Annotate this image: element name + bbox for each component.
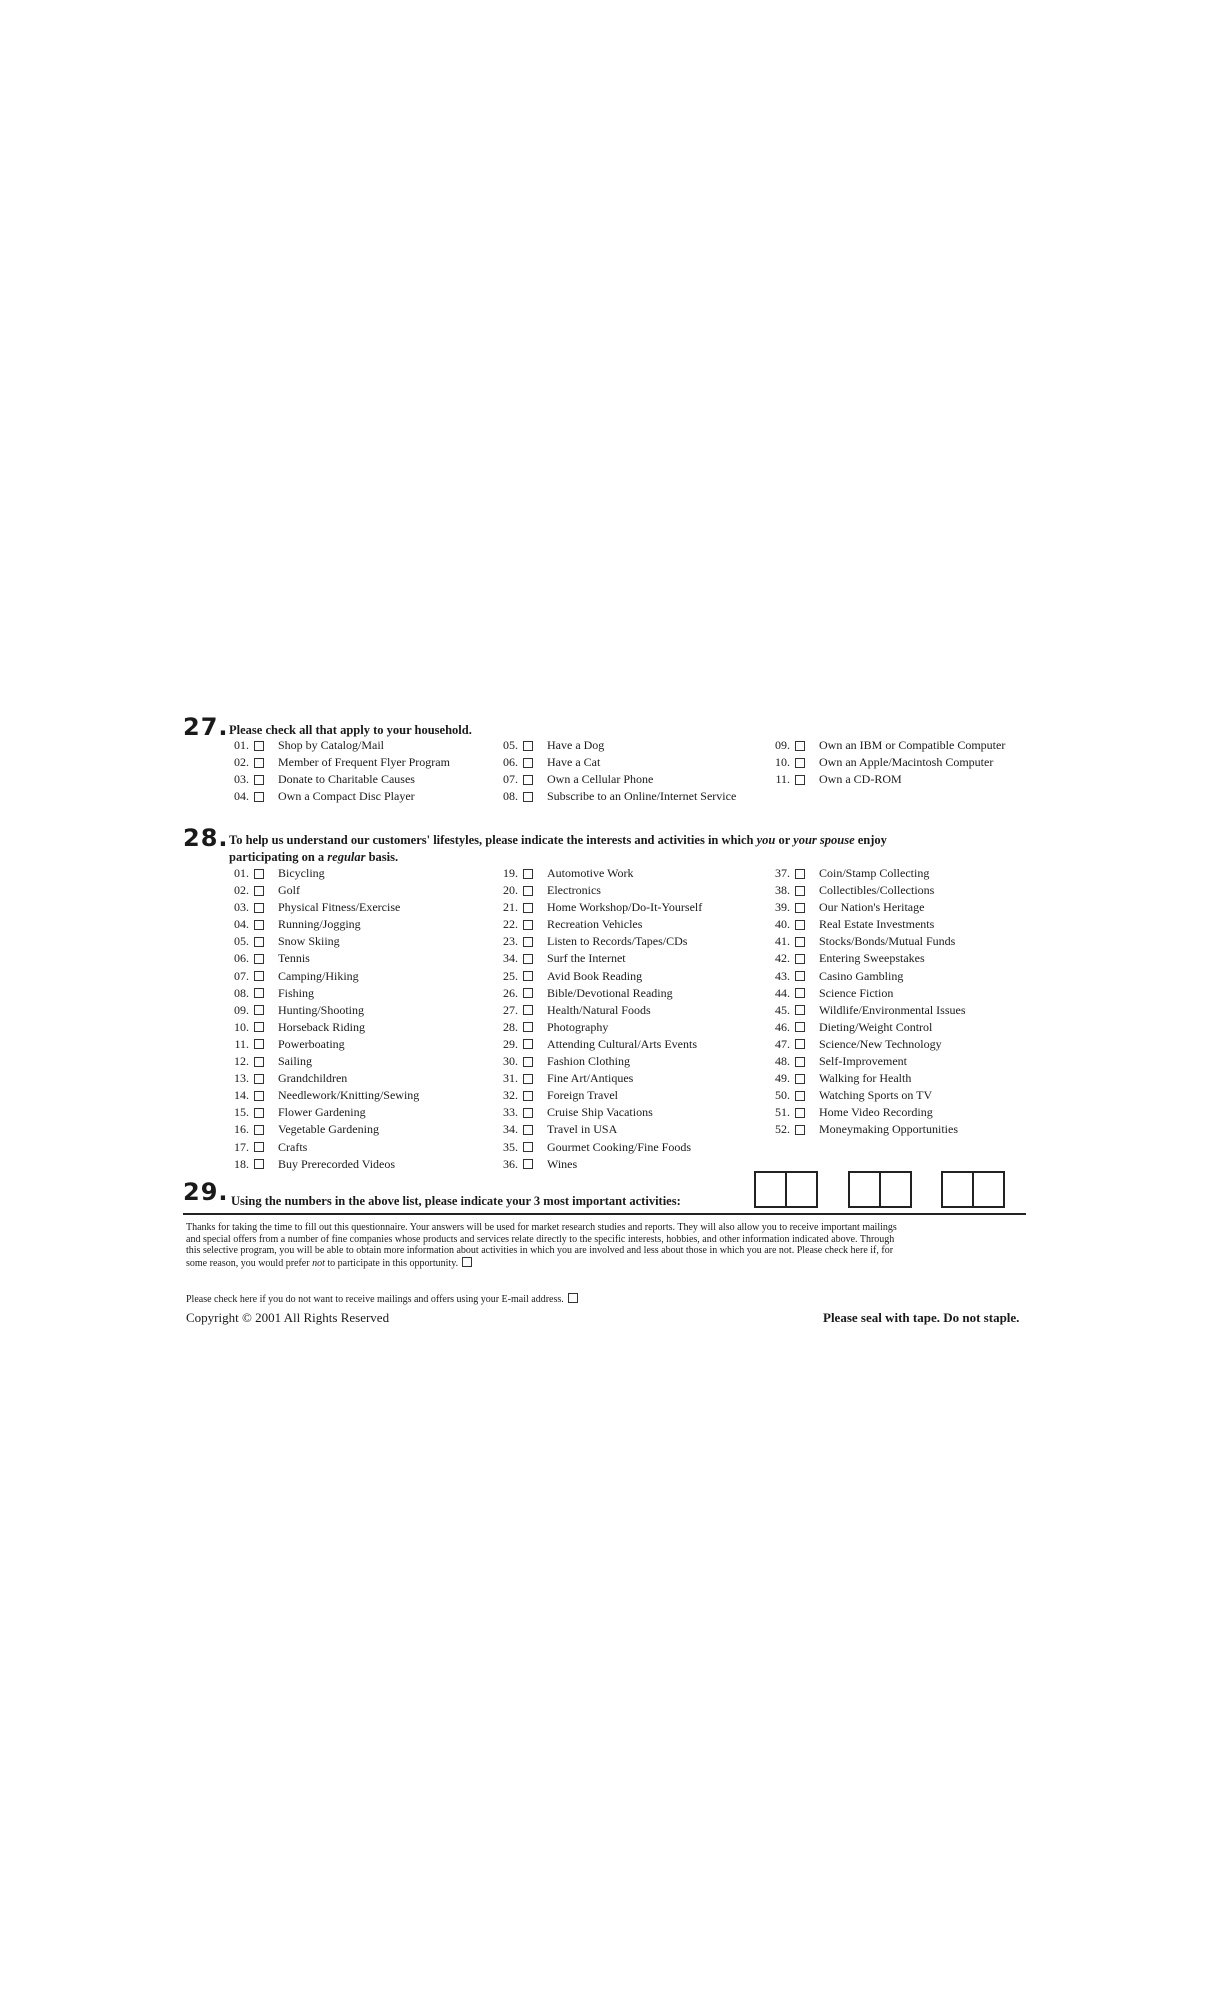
option-item: [494, 1104, 702, 1121]
option-item: [494, 1036, 702, 1053]
option-checkbox[interactable]: [523, 1091, 533, 1101]
option-number: 29.: [503, 1036, 518, 1051]
option-label: Coin/Stamp Collecting: [819, 866, 930, 880]
option-number: 40.: [775, 917, 790, 932]
option-number: 12.: [234, 1054, 249, 1069]
question-28-number: 28.: [183, 824, 229, 852]
option-checkbox[interactable]: [523, 954, 533, 964]
option-label: Needlework/Knitting/Sewing: [278, 1088, 420, 1103]
option-item: [225, 968, 419, 985]
option-item: [494, 950, 702, 967]
option-checkbox[interactable]: [523, 1005, 533, 1015]
option-number: 50.: [775, 1088, 790, 1103]
option-label: Tennis: [278, 951, 310, 966]
option-number: 52.: [775, 1122, 790, 1137]
option-item: [766, 1002, 965, 1019]
option-number: 20.: [503, 883, 518, 898]
option-label: Donate to Charitable Causes: [278, 772, 415, 787]
option-label: Have a Dog: [547, 738, 605, 752]
option-checkbox[interactable]: [254, 741, 264, 751]
option-item: [225, 1019, 419, 1036]
option-item: [494, 916, 702, 933]
option-number: 04.: [234, 789, 249, 804]
option-number: 35.: [503, 1139, 518, 1154]
option-number: 05.: [234, 934, 249, 949]
option-label: Entering Sweepstakes: [819, 951, 925, 966]
option-item: [494, 968, 702, 985]
option-number: 36.: [503, 1156, 518, 1171]
option-checkbox[interactable]: [254, 903, 264, 913]
option-label: Attending Cultural/Arts Events: [547, 1036, 697, 1051]
option-label: Science Fiction: [819, 985, 894, 1000]
option-number: 34.: [503, 1122, 518, 1137]
option-checkbox[interactable]: [523, 1057, 533, 1067]
option-number: 26.: [503, 985, 518, 1000]
option-label: Moneymaking Opportunities: [819, 1122, 958, 1137]
option-label: Foreign Travel: [547, 1088, 619, 1103]
option-number: 41.: [775, 934, 790, 949]
option-label: Walking for Health: [819, 1071, 912, 1086]
option-item: [766, 1036, 965, 1053]
option-label: Stocks/Bonds/Mutual Funds: [819, 934, 956, 949]
option-checkbox[interactable]: [795, 1074, 805, 1084]
option-number: 02.: [234, 883, 249, 898]
answer-box-3[interactable]: [941, 1171, 1005, 1208]
option-checkbox[interactable]: [254, 1005, 264, 1015]
option-label: Science/New Technology: [819, 1036, 942, 1051]
option-number: 32.: [503, 1088, 518, 1103]
option-label: Powerboating: [278, 1036, 345, 1051]
option-label: Wildlife/Environmental Issues: [819, 1002, 966, 1017]
option-item: [225, 1053, 419, 1070]
option-label: Flower Gardening: [278, 1105, 366, 1120]
option-checkbox[interactable]: [523, 937, 533, 947]
option-item: [494, 1070, 702, 1087]
option-label: Sailing: [278, 1054, 313, 1069]
option-item: [766, 916, 965, 933]
option-checkbox[interactable]: [523, 741, 533, 751]
seal-instruction: Please seal with tape. Do not staple.: [823, 1310, 1020, 1325]
option-number: 47.: [775, 1036, 790, 1051]
option-item: [225, 865, 419, 882]
option-item: [766, 865, 965, 882]
question-28-title: To help us understand our customers' lifestyles, please indicate the interests and activities in which you or your spouse enjoy: [229, 833, 887, 847]
option-item: [766, 754, 1005, 771]
option-checkbox[interactable]: [523, 869, 533, 879]
option-number: 43.: [775, 968, 790, 983]
option-checkbox[interactable]: [523, 1022, 533, 1032]
option-label: Subscribe to an Online/Internet Service: [547, 789, 737, 804]
option-number: 51.: [775, 1105, 790, 1120]
q27-column-3: [766, 737, 1005, 788]
option-checkbox[interactable]: [523, 1108, 533, 1118]
option-checkbox[interactable]: [795, 920, 805, 930]
option-checkbox[interactable]: [795, 937, 805, 947]
option-label: Horseback Riding: [278, 1019, 365, 1034]
option-item: [494, 865, 702, 882]
answer-box-1[interactable]: [754, 1171, 818, 1208]
option-item: [766, 899, 965, 916]
q27-column-2: [494, 737, 736, 805]
option-checkbox[interactable]: [795, 758, 805, 768]
option-label: Fishing: [278, 985, 315, 1000]
option-item: [766, 1121, 965, 1138]
option-item: [225, 1002, 419, 1019]
option-item: [494, 933, 702, 950]
option-item: [225, 882, 419, 899]
option-number: 46.: [775, 1019, 790, 1034]
option-item: [225, 1104, 419, 1121]
option-checkbox[interactable]: [254, 1142, 264, 1152]
option-number: 49.: [775, 1071, 790, 1086]
option-item: [494, 737, 736, 754]
option-label: Electronics: [547, 883, 601, 898]
option-label: Listen to Records/Tapes/CDs: [547, 934, 688, 949]
option-checkbox[interactable]: [523, 1142, 533, 1152]
divider-line: [183, 1213, 1026, 1215]
option-checkbox[interactable]: [254, 1039, 264, 1049]
option-label: Watching Sports on TV: [819, 1088, 933, 1103]
option-label: Hunting/Shooting: [278, 1002, 365, 1017]
option-checkbox[interactable]: [254, 988, 264, 998]
option-item: [766, 1053, 965, 1070]
option-number: 06.: [234, 951, 249, 966]
option-item: [494, 1156, 702, 1173]
option-checkbox[interactable]: [523, 971, 533, 981]
option-number: 04.: [234, 917, 249, 932]
option-checkbox[interactable]: [254, 1057, 264, 1067]
option-label: Real Estate Investments: [819, 917, 935, 932]
option-label: Fashion Clothing: [547, 1054, 631, 1069]
option-item: [225, 1087, 419, 1104]
option-item: [494, 985, 702, 1002]
option-label: Golf: [278, 883, 300, 898]
q28-column-3: [766, 865, 965, 1139]
option-number: 14.: [234, 1088, 249, 1103]
option-label: Bicycling: [278, 866, 325, 880]
option-label: Crafts: [278, 1139, 308, 1154]
option-checkbox[interactable]: [795, 775, 805, 785]
option-label: Avid Book Reading: [547, 968, 643, 983]
option-number: 48.: [775, 1054, 790, 1069]
option-label: Automotive Work: [547, 866, 634, 880]
option-label: Self-Improvement: [819, 1054, 907, 1069]
option-label: Travel in USA: [547, 1122, 618, 1137]
option-checkbox[interactable]: [795, 1005, 805, 1015]
option-checkbox[interactable]: [254, 775, 264, 785]
option-checkbox[interactable]: [795, 869, 805, 879]
option-checkbox[interactable]: [795, 1125, 805, 1135]
option-number: 19.: [503, 866, 518, 880]
option-checkbox[interactable]: [254, 1159, 264, 1169]
option-label: Casino Gambling: [819, 968, 904, 983]
option-number: 31.: [503, 1071, 518, 1086]
option-checkbox[interactable]: [254, 1091, 264, 1101]
option-number: 39.: [775, 900, 790, 915]
option-label: Have a Cat: [547, 755, 601, 770]
option-number: 38.: [775, 883, 790, 898]
option-label: Collectibles/Collections: [819, 883, 935, 898]
answer-box-2[interactable]: [848, 1171, 912, 1208]
option-label: Surf the Internet: [547, 951, 626, 966]
option-checkbox[interactable]: [254, 886, 264, 896]
option-item: [225, 1036, 419, 1053]
option-number: 02.: [234, 755, 249, 770]
option-number: 11.: [234, 1036, 249, 1051]
option-item: [225, 737, 450, 754]
option-item: [494, 771, 736, 788]
email-optout-checkbox[interactable]: [568, 1293, 578, 1303]
option-checkbox[interactable]: [254, 792, 264, 802]
option-item: [766, 1019, 965, 1036]
option-number: 10.: [775, 755, 790, 770]
option-item: [225, 1156, 419, 1173]
option-item: [225, 771, 450, 788]
option-number: 08.: [503, 789, 518, 804]
option-checkbox[interactable]: [795, 988, 805, 998]
option-item: [494, 1019, 702, 1036]
option-checkbox[interactable]: [795, 971, 805, 981]
option-item: [766, 771, 1005, 788]
option-label: Photography: [547, 1019, 609, 1034]
option-number: 08.: [234, 985, 249, 1000]
option-number: 30.: [503, 1054, 518, 1069]
option-label: Physical Fitness/Exercise: [278, 900, 401, 915]
option-checkbox[interactable]: [254, 869, 264, 879]
option-item: [766, 968, 965, 985]
option-label: Recreation Vehicles: [547, 917, 643, 932]
option-number: 34.: [503, 951, 518, 966]
option-number: 11.: [775, 772, 790, 787]
option-number: 03.: [234, 772, 249, 787]
option-checkbox[interactable]: [254, 1074, 264, 1084]
q28-column-1: [225, 865, 419, 1173]
option-checkbox[interactable]: [254, 758, 264, 768]
option-item: [225, 1121, 419, 1138]
option-number: 44.: [775, 985, 790, 1000]
thanks-paragraph: Thanks for taking the time to fill out this questionnaire. Your answers will be used for market research studies and reports. They will also allow you to receive important mailings and special offers from a number of fine companies whose products and services relate directly to the specific interests, hobbies, and other information indicated above. Through this selective program, you will be able to obtain more information about activities in which you are involved and less about those in which you are not. Please check here if, for some reason, you would prefer not to participate in this opportunity.: [186, 1222, 897, 1269]
option-item: [225, 950, 419, 967]
option-number: 33.: [503, 1105, 518, 1120]
option-checkbox[interactable]: [254, 937, 264, 947]
option-checkbox[interactable]: [523, 792, 533, 802]
option-checkbox[interactable]: [523, 775, 533, 785]
option-label: Wines: [547, 1156, 578, 1171]
option-number: 18.: [234, 1156, 249, 1171]
option-checkbox[interactable]: [523, 903, 533, 913]
option-item: [766, 882, 965, 899]
option-label: Cruise Ship Vacations: [547, 1105, 653, 1120]
option-number: 09.: [234, 1002, 249, 1017]
option-label: Member of Frequent Flyer Program: [278, 755, 450, 770]
copyright: Copyright © 2001 All Rights Reserved: [186, 1310, 390, 1325]
option-number: 06.: [503, 755, 518, 770]
option-number: 28.: [503, 1019, 518, 1034]
option-checkbox[interactable]: [795, 741, 805, 751]
option-item: [766, 1070, 965, 1087]
option-item: [494, 899, 702, 916]
optout-checkbox[interactable]: [462, 1257, 472, 1267]
option-item: [494, 788, 736, 805]
option-number: 22.: [503, 917, 518, 932]
option-item: [494, 1121, 702, 1138]
option-label: Dieting/Weight Control: [819, 1019, 933, 1034]
option-checkbox[interactable]: [254, 954, 264, 964]
option-number: 01.: [234, 866, 249, 880]
option-item: [494, 754, 736, 771]
option-number: 23.: [503, 934, 518, 949]
option-item: [766, 950, 965, 967]
option-label: Health/Natural Foods: [547, 1002, 651, 1017]
option-item: [494, 1053, 702, 1070]
option-label: Fine Art/Antiques: [547, 1071, 634, 1086]
question-27-number: 27.: [183, 713, 229, 741]
option-checkbox[interactable]: [795, 1108, 805, 1118]
option-checkbox[interactable]: [254, 971, 264, 981]
option-label: Own an Apple/Macintosh Computer: [819, 755, 994, 770]
option-label: Shop by Catalog/Mail: [278, 738, 384, 752]
question-27-title: Please check all that apply to your household.: [229, 723, 472, 737]
option-label: Own a Cellular Phone: [547, 772, 654, 787]
option-item: [225, 916, 419, 933]
option-item: [225, 985, 419, 1002]
option-checkbox[interactable]: [795, 886, 805, 896]
option-label: Grandchildren: [278, 1071, 348, 1086]
option-checkbox[interactable]: [795, 1057, 805, 1067]
option-number: 42.: [775, 951, 790, 966]
email-optout-text: Please check here if you do not want to receive mailings and offers using your E-mail address.: [186, 1293, 578, 1306]
option-checkbox[interactable]: [523, 886, 533, 896]
option-checkbox[interactable]: [254, 920, 264, 930]
question-28-title-line2: participating on a regular basis.: [229, 850, 399, 864]
option-label: Running/Jogging: [278, 917, 361, 932]
option-checkbox[interactable]: [523, 1039, 533, 1049]
option-checkbox[interactable]: [523, 988, 533, 998]
option-number: 27.: [503, 1002, 518, 1017]
option-checkbox[interactable]: [254, 1108, 264, 1118]
option-checkbox[interactable]: [523, 1159, 533, 1169]
option-checkbox[interactable]: [523, 758, 533, 768]
option-number: 17.: [234, 1139, 249, 1154]
option-number: 05.: [503, 738, 518, 752]
option-checkbox[interactable]: [254, 1125, 264, 1135]
q28-column-2: [494, 865, 702, 1173]
option-item: [766, 933, 965, 950]
option-checkbox[interactable]: [795, 1091, 805, 1101]
option-number: 15.: [234, 1105, 249, 1120]
option-item: [766, 737, 1005, 754]
option-item: [225, 754, 450, 771]
option-label: Own a CD-ROM: [819, 772, 902, 787]
option-item: [766, 1087, 965, 1104]
option-number: 03.: [234, 900, 249, 915]
option-item: [766, 1104, 965, 1121]
option-item: [494, 1002, 702, 1019]
option-label: Camping/Hiking: [278, 968, 359, 983]
option-item: [494, 1139, 702, 1156]
option-number: 45.: [775, 1002, 790, 1017]
option-item: [494, 1087, 702, 1104]
option-number: 01.: [234, 738, 249, 752]
option-number: 21.: [503, 900, 518, 915]
option-label: Home Workshop/Do-It-Yourself: [547, 900, 703, 915]
option-label: Our Nation's Heritage: [819, 900, 925, 915]
option-item: [494, 882, 702, 899]
option-label: Gourmet Cooking/Fine Foods: [547, 1139, 692, 1154]
option-checkbox[interactable]: [795, 903, 805, 913]
option-item: [225, 899, 419, 916]
option-item: [766, 985, 965, 1002]
q27-column-1: [225, 737, 450, 805]
option-checkbox[interactable]: [795, 1039, 805, 1049]
option-number: 07.: [234, 968, 249, 983]
option-label: Home Video Recording: [819, 1105, 933, 1120]
option-checkbox[interactable]: [523, 1125, 533, 1135]
option-checkbox[interactable]: [795, 954, 805, 964]
option-number: 07.: [503, 772, 518, 787]
option-number: 13.: [234, 1071, 249, 1086]
option-checkbox[interactable]: [523, 920, 533, 930]
question-29-title: Using the numbers in the above list, please indicate your 3 most important activities:: [231, 1194, 681, 1208]
option-label: Own an IBM or Compatible Computer: [819, 738, 1006, 752]
option-number: 37.: [775, 866, 790, 880]
question-29-number: 29.: [183, 1178, 229, 1206]
option-label: Buy Prerecorded Videos: [278, 1156, 396, 1171]
option-item: [225, 1139, 419, 1156]
option-number: 09.: [775, 738, 790, 752]
option-item: [225, 788, 450, 805]
option-checkbox[interactable]: [254, 1022, 264, 1032]
option-checkbox[interactable]: [523, 1074, 533, 1084]
option-label: Own a Compact Disc Player: [278, 789, 415, 804]
option-label: Bible/Devotional Reading: [547, 985, 673, 1000]
option-checkbox[interactable]: [795, 1022, 805, 1032]
option-number: 16.: [234, 1122, 249, 1137]
option-number: 25.: [503, 968, 518, 983]
option-number: 10.: [234, 1019, 249, 1034]
option-label: Vegetable Gardening: [278, 1122, 379, 1137]
option-item: [225, 933, 419, 950]
option-item: [225, 1070, 419, 1087]
option-label: Snow Skiing: [278, 934, 340, 949]
